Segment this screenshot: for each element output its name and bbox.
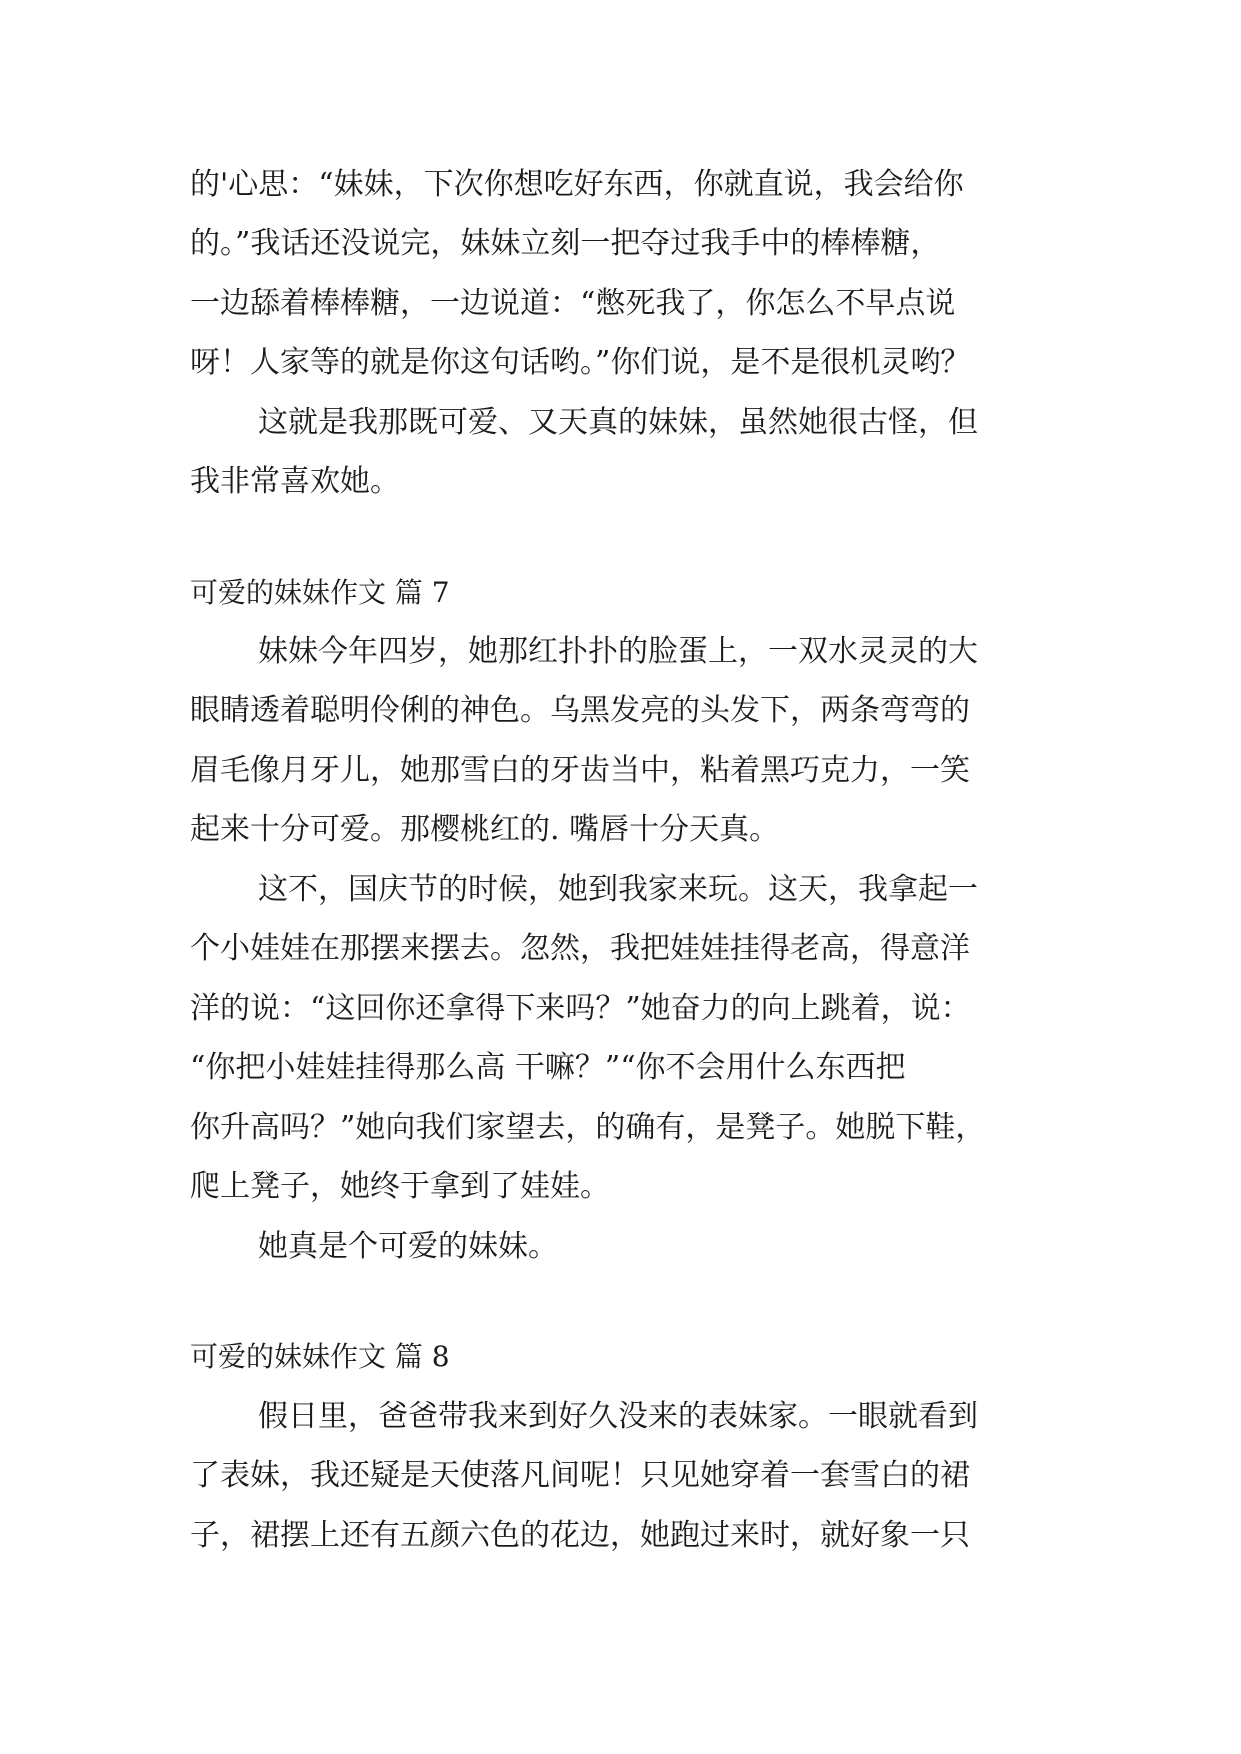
text-line: 起来十分可爱。那樱桃红的. 嘴唇十分天真。 <box>190 812 780 847</box>
text-line: 我非常喜欢她。 <box>190 464 400 499</box>
text-line: 的。”我话还没说完，妹妹立刻一把夺过我手中的棒棒糖， <box>190 226 941 261</box>
text-line: 这不，国庆节的时候，她到我家来玩。这天，我拿起一 <box>258 872 978 907</box>
text-line: 眼睛透着聪明伶俐的神色。乌黑发亮的头发下，两条弯弯的 <box>190 693 970 728</box>
text-line: 一边舔着棒棒糖，一边说道：“憋死我了，你怎么不早点说 <box>190 286 956 321</box>
text-line: 爬上凳子，她终于拿到了娃娃。 <box>190 1169 610 1204</box>
section-heading: 可爱的妹妹作文 篇 8 <box>190 1340 450 1373</box>
text-line: 她真是个可爱的妹妹。 <box>258 1229 558 1264</box>
text-line: 眉毛像月牙儿，她那雪白的牙齿当中，粘着黑巧克力，一笑 <box>190 753 970 788</box>
text-line: 这就是我那既可爱、又天真的妹妹，虽然她很古怪，但 <box>258 405 978 440</box>
section-heading: 可爱的妹妹作文 篇 7 <box>190 576 450 609</box>
text-line: “你把小娃娃挂得那么高 干嘛？”“你不会用什么东西把 <box>190 1050 906 1085</box>
text-line: 了表妹，我还疑是天使落凡间呢！只见她穿着一套雪白的裙 <box>190 1458 970 1493</box>
text-line: 洋的说：“这回你还拿得下来吗？”她奋力的向上跳着，说： <box>190 991 971 1026</box>
text-line: 个小娃娃在那摆来摆去。忽然，我把娃娃挂得老高，得意洋 <box>190 931 970 966</box>
text-line: 妹妹今年四岁，她那红扑扑的脸蛋上，一双水灵灵的大 <box>258 634 978 669</box>
text-line: 呀！人家等的就是你这句话哟。”你们说，是不是很机灵哟？ <box>190 345 971 380</box>
text-line: 假日里，爸爸带我来到好久没来的表妹家。一眼就看到 <box>258 1399 978 1434</box>
text-line: 子，裙摆上还有五颜六色的花边，她跑过来时，就好象一只 <box>190 1518 970 1553</box>
text-line: 你升高吗？”她向我们家望去，的确有，是凳子。她脱下鞋， <box>190 1110 986 1145</box>
text-line: 的'心思：“妹妹，下次你想吃好东西，你就直说，我会给你 <box>190 167 964 202</box>
